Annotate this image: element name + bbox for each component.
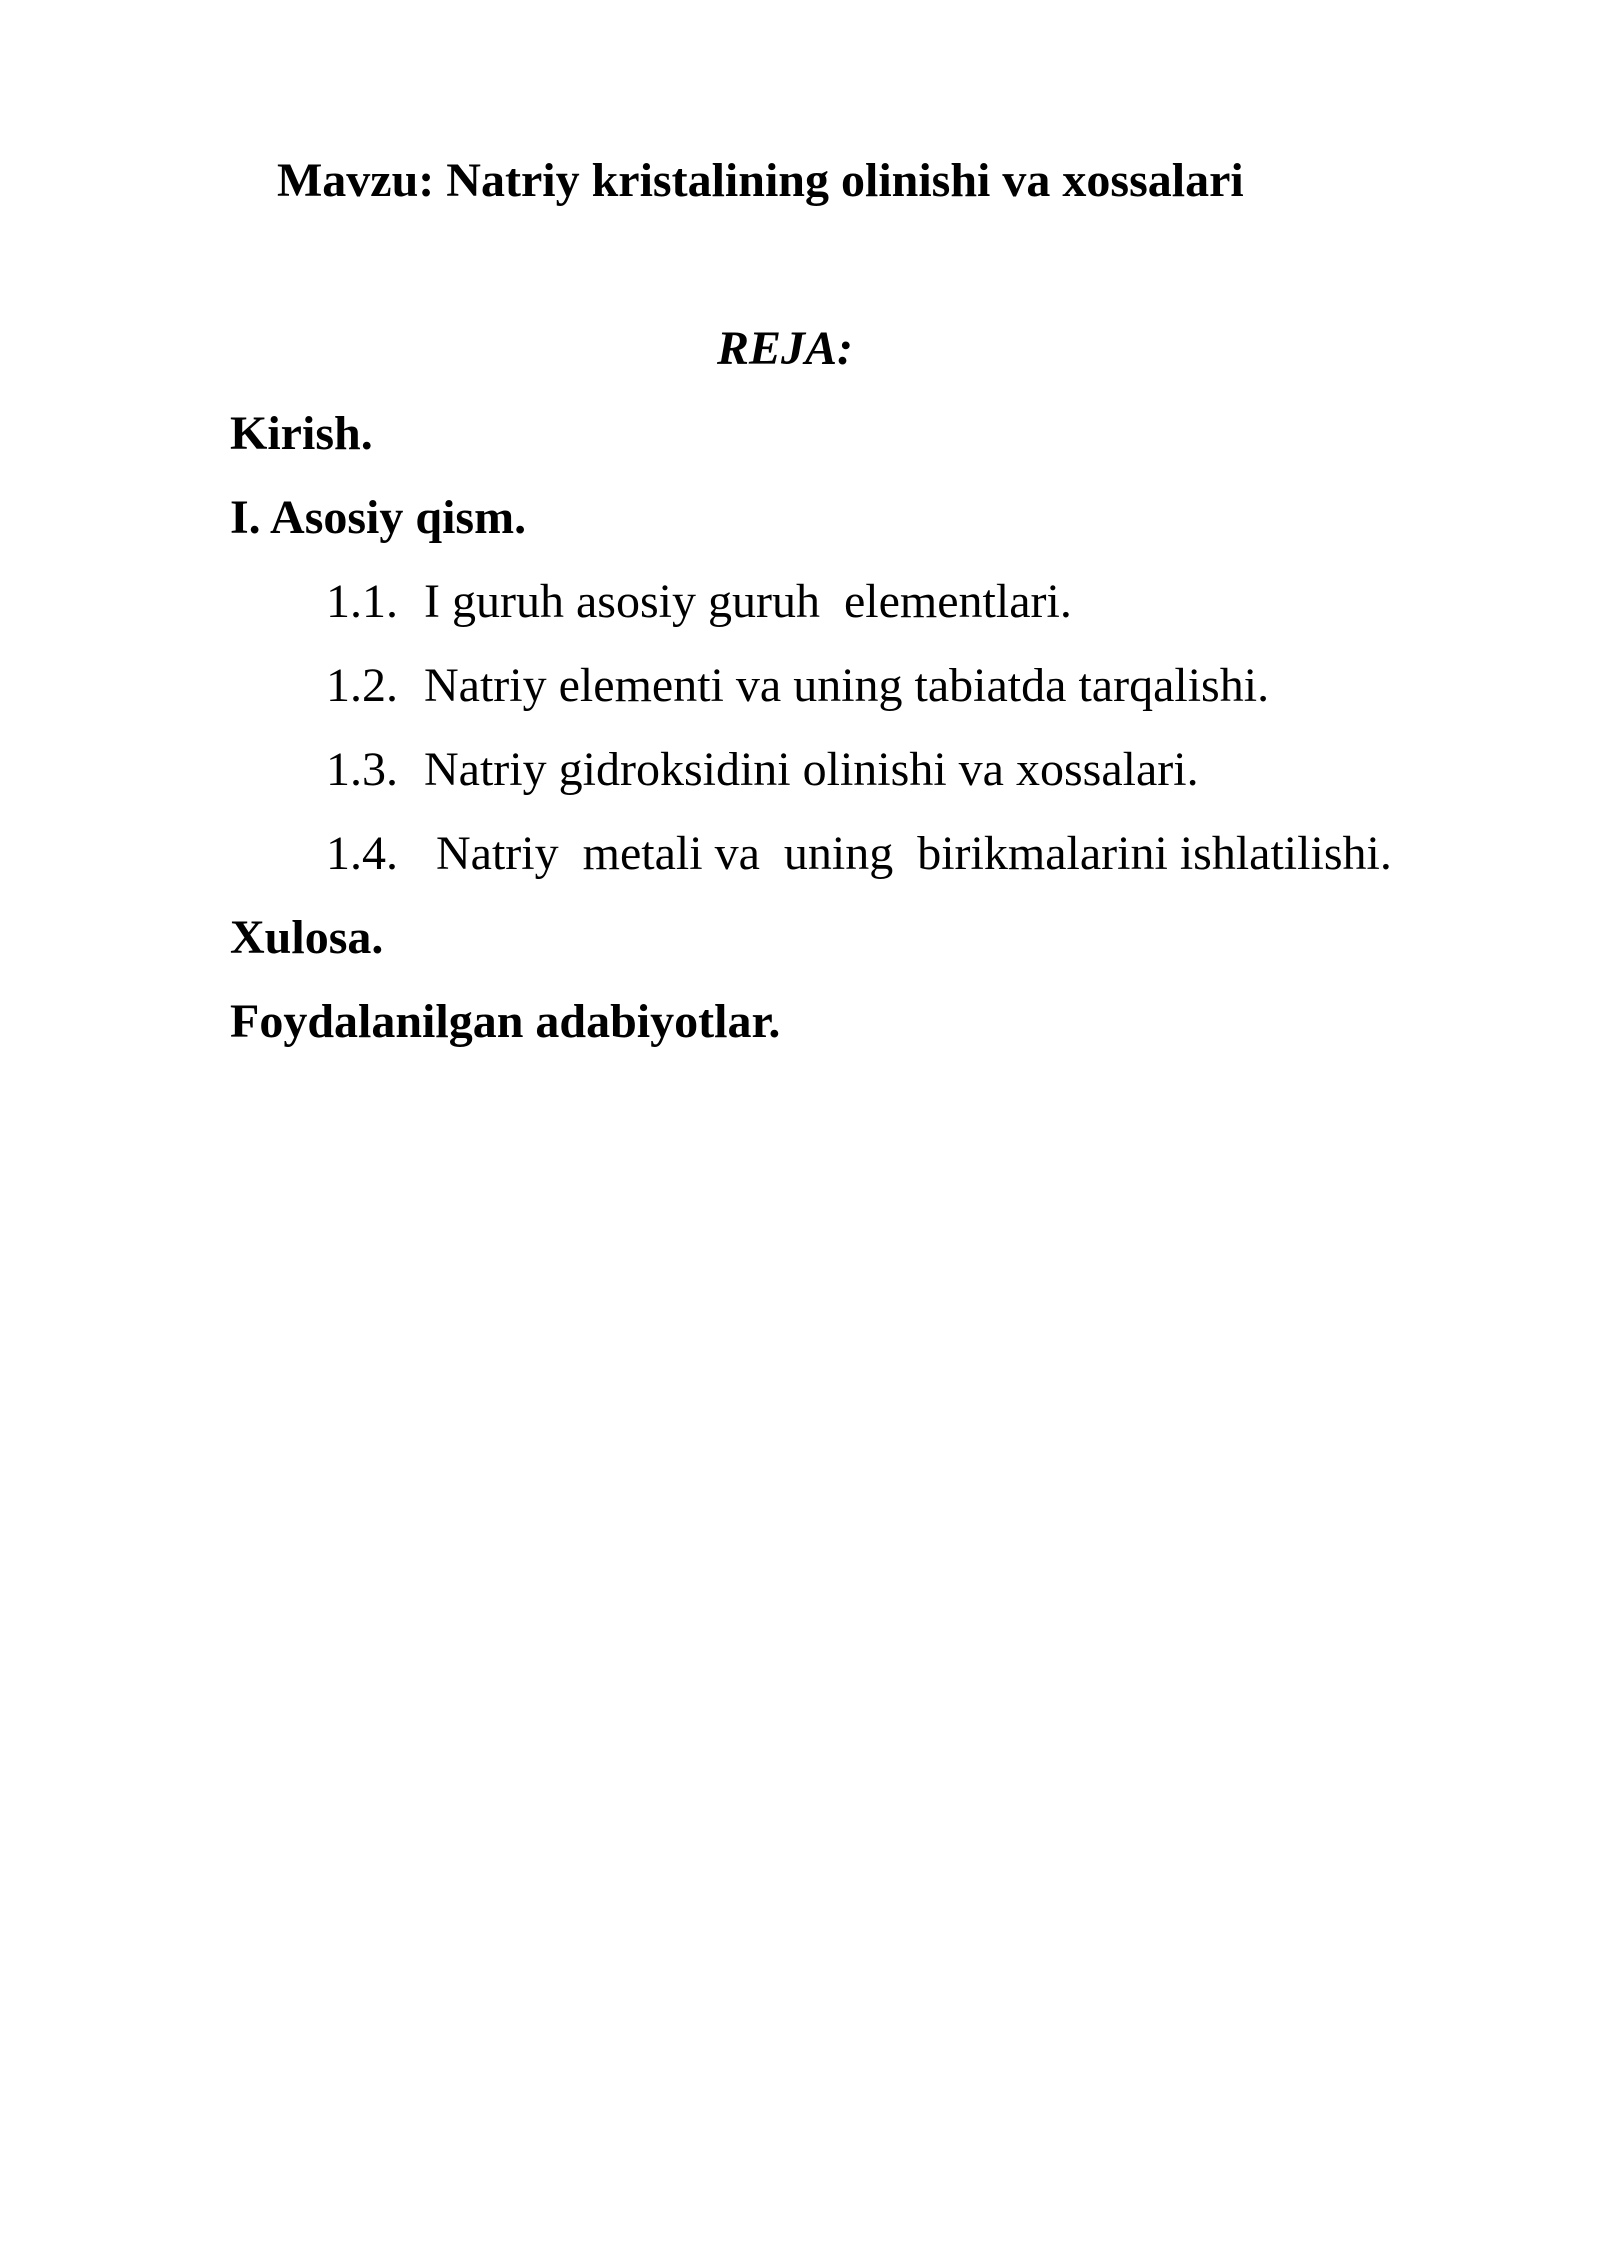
subsection-text: I guruh asosiy guruh elementlari. xyxy=(424,575,1072,628)
subsection-number: 1.1. xyxy=(326,575,398,628)
subsection-number: 1.4. xyxy=(326,827,398,880)
subsection-item xyxy=(326,743,1199,796)
subsection-item xyxy=(326,827,1392,880)
section-conclusion: Xulosa. xyxy=(230,911,384,964)
subsection-number: 1.2. xyxy=(326,659,398,712)
section-references: Foydalanilgan adabiyotlar. xyxy=(230,995,781,1048)
plan-heading: REJA: xyxy=(716,322,854,375)
subsection-text: Natriy elementi va uning tabiatda tarqalishi. xyxy=(424,659,1270,712)
subsection-number: 1.3. xyxy=(326,743,398,796)
document-title: Mavzu: Natriy kristalining olinishi va xossalari xyxy=(277,154,1244,207)
subsection-text: Natriy metali va uning birikmalarini ishlatilishi. xyxy=(424,827,1392,880)
section-main: I. Asosiy qism. xyxy=(230,491,527,544)
subsection-item xyxy=(326,575,1072,628)
subsection-item xyxy=(326,659,1270,712)
section-intro: Kirish. xyxy=(230,407,373,460)
subsection-text: Natriy gidroksidini olinishi va xossalari. xyxy=(424,743,1199,796)
